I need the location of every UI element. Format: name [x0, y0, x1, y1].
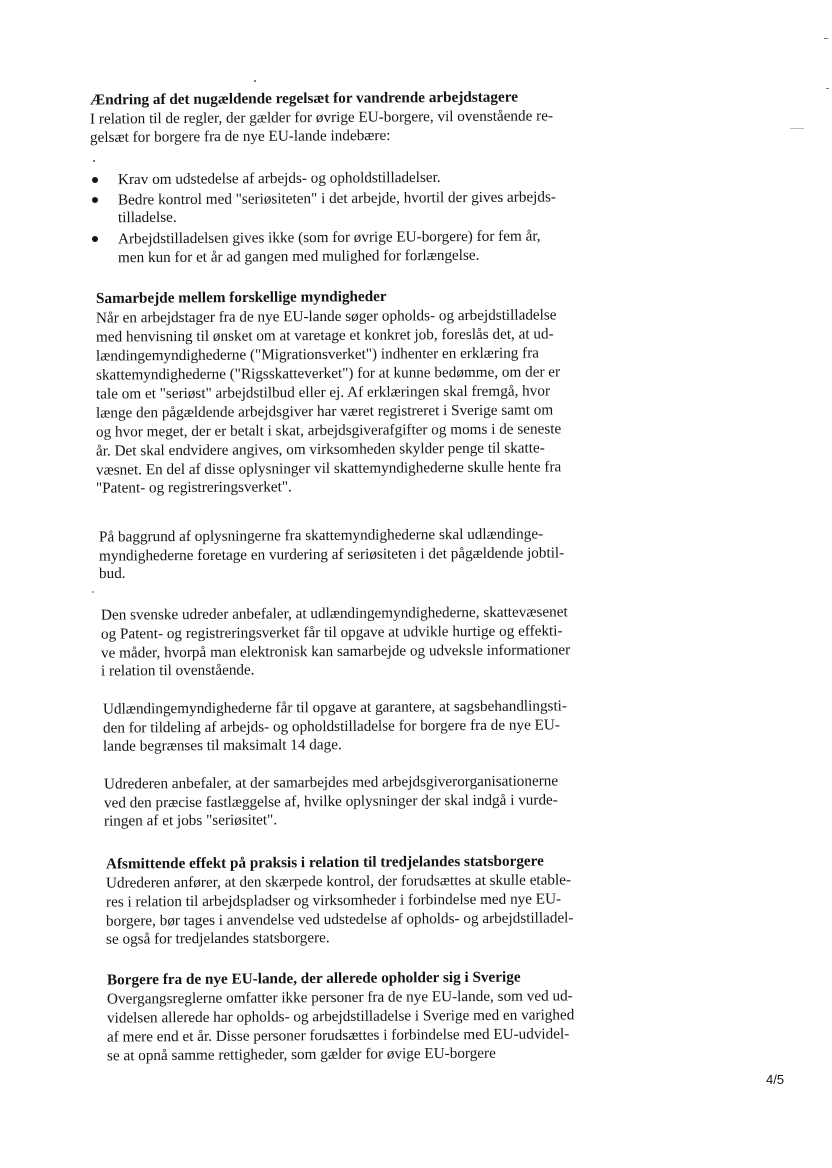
bullet-item-text: tilladelse. [117, 208, 177, 227]
body-line: På baggrund af oplysningerne fra skattemyndighederne skal udlændinge- [98, 525, 544, 546]
body-line: videlsen allerede har opholds- og arbejdstilladelse i Sverige med en varighed [106, 1006, 575, 1027]
scan-mark [93, 160, 95, 162]
body-line: og hvor meget, der er betalt i skat, arbejdsgiverafgifter og moms i de seneste [95, 420, 562, 441]
body-line: lande begrænses til maksimalt 14 dage. [102, 736, 342, 755]
body-line: tale om et "seriøst" arbejdstilbud eller ej. Af erklæringen skal fremgå, hvor [95, 382, 551, 403]
body-line: den for tildeling af arbejds- og opholdstilladelse for borgere fra de nye EU- [102, 716, 560, 737]
body-line: Den svenske udreder anbefaler, at udlændingemyndighederne, skattevæsenet [100, 603, 568, 624]
body-line: bud. [98, 564, 126, 583]
body-line: ringen af et jobs "seriøsitet". [103, 811, 278, 830]
scan-mark [92, 591, 94, 593]
body-line: med henvisning til ønsket om at varetage et konkret job, foreslås det, at ud- [95, 325, 554, 346]
section-heading: Borgere fra de nye EU-lande, der allerede opholder sig i Sverige [106, 968, 521, 989]
bullet-item-text: Arbejdstilladelsen gives ikke (som for øvrige EU-borgere) for fem år, [117, 227, 541, 248]
body-line: I relation til de regler, der gælder for øvrige EU-borgere, vil ovenstående re- [89, 107, 554, 128]
scan-mark [790, 128, 804, 129]
body-line: gelsæt for borgere fra de nye EU-lande indebære: [89, 126, 391, 147]
section-heading: Samarbejde mellem forskellige myndigheder [95, 287, 387, 308]
body-line: lændingemyndighederne ("Migrationsverket") indhenter en erklæring fra [95, 344, 540, 365]
bullet-item-text: men kun for et år ad gangen med mulighed for forlængelse. [117, 246, 480, 267]
page-number: 4/5 [766, 1072, 785, 1087]
body-line: væsnet. En del af disse oplysninger vil skattemyndighederne skulle hente fra [95, 458, 562, 479]
body-line: se at opnå samme rettigheder, som gælder for øvige EU-borgere [106, 1044, 496, 1065]
body-line: af mere end et år. Disse personer forudsættes i forbindelse med EU-udvidel- [106, 1025, 570, 1046]
bullet-icon [92, 197, 98, 203]
scan-mark [824, 38, 828, 39]
bullet-icon [92, 177, 98, 183]
body-line: "Patent- og registreringsverket". [95, 478, 292, 497]
body-line: Når en arbejdstager fra de nye EU-lande søger opholds- og arbejdstilladelse [95, 306, 557, 327]
body-line: i relation til ovenstående. [100, 661, 255, 680]
body-line: Udlændingemyndighederne får til opgave at garantere, at sagsbehandlingsti- [102, 697, 567, 718]
bullet-item-text: Krav om udstedelse af arbejds- og opholdstilladelser. [117, 168, 441, 189]
body-line: længe den pågældende arbejdsgiver har været registreret i Sverige samt om [95, 401, 554, 422]
body-line: ved den præcise fastlæggelse af, hvilke oplysninger der skal indgå i vurde- [103, 791, 558, 812]
body-line: Overgangsreglerne omfatter ikke personer fra de nye EU-lande, som ved ud- [106, 987, 573, 1008]
body-line: se også for tredjelandes statsborgere. [105, 929, 330, 948]
bullet-icon [92, 236, 98, 242]
section-heading: Afsmittende effekt på praksis i relation til tredjelandes statsborgere [105, 852, 544, 873]
body-line: borgere, bør tages i anvendelse ved udstedelse af opholds- og arbejdstilladel- [105, 909, 574, 930]
body-line: myndighederne foretage en vurdering af seriøsiteten i det pågældende jobtil- [98, 544, 565, 565]
bullet-item-text: Bedre kontrol med "seriøsiteten" i det arbejde, hvortil der gives arbejds- [117, 188, 557, 209]
body-line: og Patent- og registreringsverket får til opgave at udvikle hurtige og effekti- [100, 622, 563, 643]
scan-mark [826, 88, 829, 89]
body-line: år. Det skal endvidere angives, om virksomheden skylder penge til skatte- [95, 439, 545, 460]
body-line: Udrederen anbefaler, at der samarbejdes med arbejdsgiverorganisationerne [103, 772, 559, 793]
section-heading: Ændring af det nugældende regelsæt for vandrende arbejdstagere [89, 88, 518, 109]
body-line: res i relation til arbejdspladser og virksomheder i forbindelse med nye EU- [105, 890, 562, 911]
scan-mark [254, 80, 256, 82]
body-line: Udrederen anfører, at den skærpede kontrol, der forudsættes at skulle etable- [105, 871, 572, 892]
body-line: ve måder, hvorpå man elektronisk kan samarbejde og udveksle informationer [100, 641, 571, 662]
body-line: skattemyndighederne ("Rigsskatteverket") for at kunne bedømme, om der er [95, 363, 561, 384]
